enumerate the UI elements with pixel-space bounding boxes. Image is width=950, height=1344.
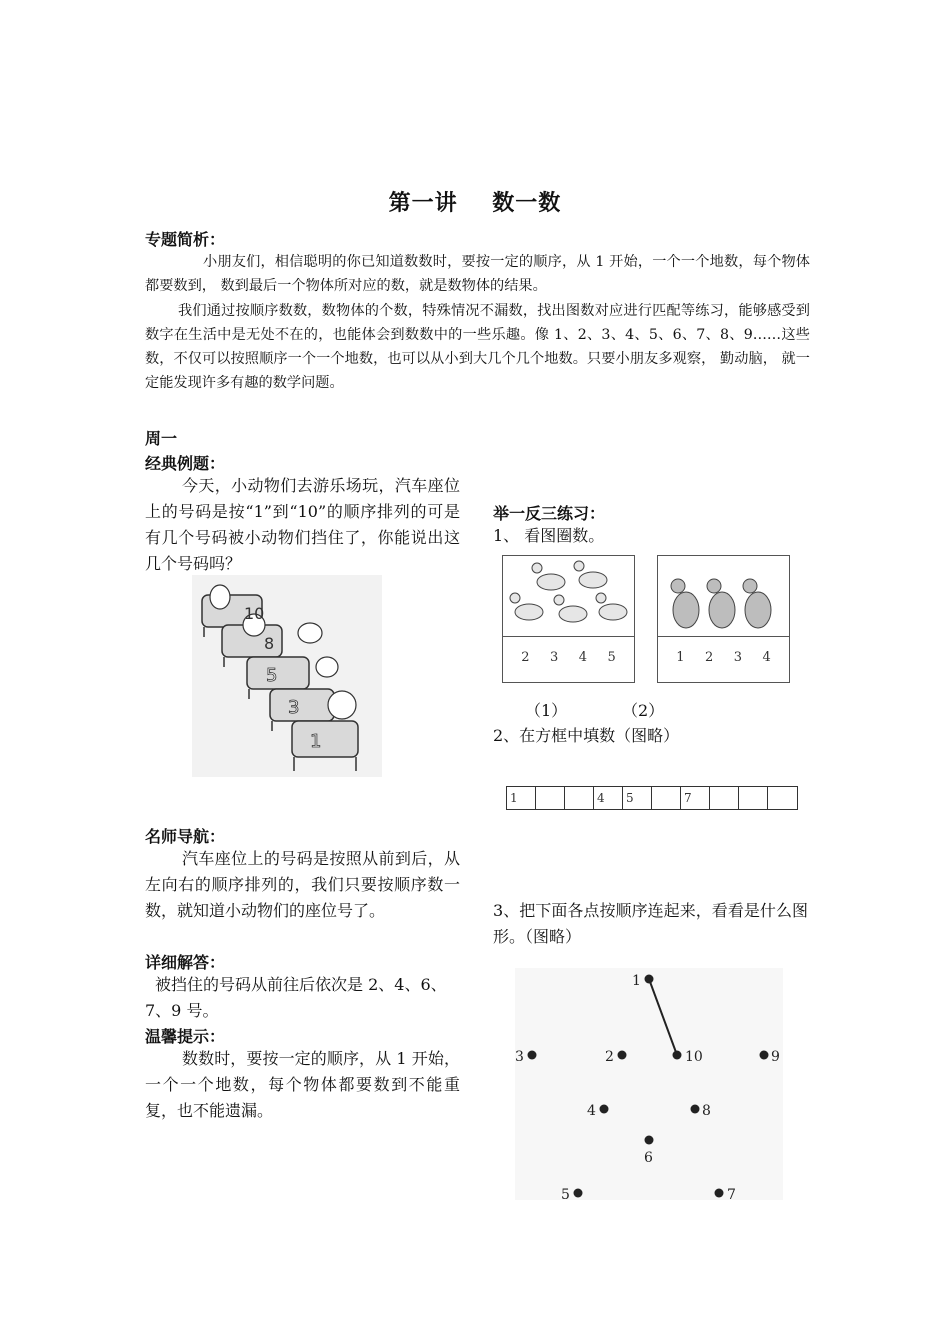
kangaroo-icon bbox=[709, 592, 735, 628]
question-2: 2、在方框中填数（图略） bbox=[493, 726, 680, 745]
dot-2[interactable] bbox=[618, 1051, 627, 1060]
dot-8[interactable] bbox=[691, 1105, 700, 1114]
fig1-number-3[interactable]: 3 bbox=[549, 650, 559, 665]
seat-number-3: 3 bbox=[288, 697, 300, 718]
fig2-number-3[interactable]: 3 bbox=[733, 650, 743, 665]
answer-heading: 详细解答： bbox=[145, 953, 226, 972]
kangaroo-icon bbox=[745, 592, 771, 628]
fig2-number-4[interactable]: 4 bbox=[762, 650, 771, 665]
fig2-number-1[interactable]: 1 bbox=[676, 650, 685, 665]
dot-label-1: 1 bbox=[632, 973, 641, 989]
dot-label-5: 5 bbox=[561, 1187, 570, 1200]
duck-icon bbox=[599, 604, 627, 620]
dot-label-6: 6 bbox=[644, 1150, 653, 1166]
seat-3 bbox=[270, 689, 334, 721]
dot-1[interactable] bbox=[645, 975, 654, 984]
kangaroos-illustration bbox=[658, 556, 789, 636]
connect-dots-figure bbox=[515, 968, 783, 1200]
question-1: 1、 看图圈数。 bbox=[493, 526, 605, 545]
day-label: 周一 bbox=[145, 429, 178, 448]
number-box[interactable]: 1 bbox=[507, 787, 536, 809]
dot-6[interactable] bbox=[645, 1136, 654, 1145]
dot-label-7: 7 bbox=[727, 1187, 736, 1200]
dot-label-2: 2 bbox=[605, 1049, 614, 1065]
intro-paragraph-2: 我们通过按顺序数数，数物体的个数，特殊情况不漏数，找出图数对应进行匹配等练习，能够感受到数字在生活中是无处不在的，也能体会到数数中的一些乐趣。像 1、2、3、4、5、6、7、8、9……这些数，不仅可以按照顺序一个一个地数，也可以从小到大几个几个地数。只要小朋友多观察， 勤动脑， 就一定能发现许多有趣的数学问题。 bbox=[145, 303, 810, 391]
dot-4[interactable] bbox=[600, 1105, 609, 1114]
cat-icon bbox=[316, 657, 338, 677]
number-box[interactable] bbox=[565, 787, 594, 809]
duck-icon bbox=[515, 604, 543, 620]
dot-label-10: 10 bbox=[685, 1049, 703, 1065]
number-box[interactable]: 5 bbox=[623, 787, 652, 809]
dot-label-3: 3 bbox=[515, 1049, 524, 1065]
number-box-row bbox=[506, 786, 798, 810]
seat-number-5: 5 bbox=[266, 665, 278, 686]
number-box[interactable] bbox=[739, 787, 768, 809]
cow-icon bbox=[298, 623, 322, 643]
intro-heading: 专题简析： bbox=[145, 230, 226, 249]
guide-heading: 名师导航： bbox=[145, 827, 226, 846]
tip-heading: 温馨提示： bbox=[145, 1027, 226, 1046]
dot-10[interactable] bbox=[673, 1051, 682, 1060]
elephant-icon bbox=[328, 691, 356, 719]
example-heading: 经典例题： bbox=[145, 454, 226, 473]
dot-9[interactable] bbox=[760, 1051, 769, 1060]
duck-icon bbox=[537, 574, 565, 590]
guide-text: 汽车座位上的号码是按照从前到后，从左向右的顺序排列的，我们只要按顺序数一数，就知道小动物们的座位号了。 bbox=[145, 849, 460, 920]
fig1-number-4[interactable]: 4 bbox=[578, 650, 588, 665]
seat-number-8: 8 bbox=[264, 634, 275, 653]
dot-label-9: 9 bbox=[771, 1049, 780, 1065]
number-box[interactable] bbox=[768, 787, 797, 809]
answer-text: 被挡住的号码从前往后依次是 2、4、6、7、9 号。 bbox=[145, 975, 447, 1020]
number-box[interactable]: 4 bbox=[594, 787, 623, 809]
figure-kangaroos bbox=[657, 555, 790, 683]
practice-heading: 举一反三练习： bbox=[493, 504, 606, 523]
figure-ducks bbox=[502, 555, 635, 683]
figure-label-2: （2） bbox=[622, 701, 665, 720]
intro-paragraph-1: 小朋友们，相信聪明的你已知道数数时，要按一定的顺序，从 1 开始，一个一个地数，每个物体都要数到， 数到最后一个物体所对应的数，就是数物体的结果。 bbox=[145, 254, 810, 294]
seat-1 bbox=[292, 721, 358, 757]
fig1-number-5[interactable]: 5 bbox=[607, 650, 616, 665]
number-box[interactable]: 7 bbox=[681, 787, 710, 809]
bus-seats-illustration bbox=[192, 575, 382, 777]
dot-label-8: 8 bbox=[702, 1103, 711, 1119]
fig1-number-2[interactable]: 2 bbox=[521, 650, 530, 665]
example-text: 今天，小动物们去游乐场玩，汽车座位上的号码是按“1”到“10”的顺序排列的可是有几个号码被小动物们挡住了，你能说出这几个号码吗？ bbox=[145, 476, 460, 573]
number-box[interactable] bbox=[652, 787, 681, 809]
ducks-illustration bbox=[503, 556, 634, 636]
figure-label-1: （1） bbox=[525, 701, 568, 720]
rabbit-icon bbox=[210, 585, 230, 609]
dot-3[interactable] bbox=[528, 1051, 537, 1060]
dot-5[interactable] bbox=[574, 1189, 583, 1198]
page-title: 第一讲 数一数 bbox=[388, 191, 562, 216]
seat-number-1: 1 bbox=[310, 731, 322, 752]
number-box[interactable] bbox=[710, 787, 739, 809]
seat-5 bbox=[247, 657, 309, 689]
fig2-number-2[interactable]: 2 bbox=[704, 650, 714, 665]
tip-text: 数数时，要按一定的顺序，从 1 开始，一个一个地数，每个物体都要数到不能重复，也不能遗漏。 bbox=[145, 1049, 460, 1120]
duck-icon bbox=[559, 606, 587, 622]
kangaroo-icon bbox=[673, 592, 699, 628]
dot-label-4: 4 bbox=[587, 1103, 596, 1119]
question-3: 3、把下面各点按顺序连起来，看看是什么图形。（图略） bbox=[493, 901, 808, 946]
duck-icon bbox=[579, 572, 607, 588]
seat-number-10: 10 bbox=[244, 604, 265, 623]
number-box[interactable] bbox=[536, 787, 565, 809]
dot-7[interactable] bbox=[715, 1189, 724, 1198]
